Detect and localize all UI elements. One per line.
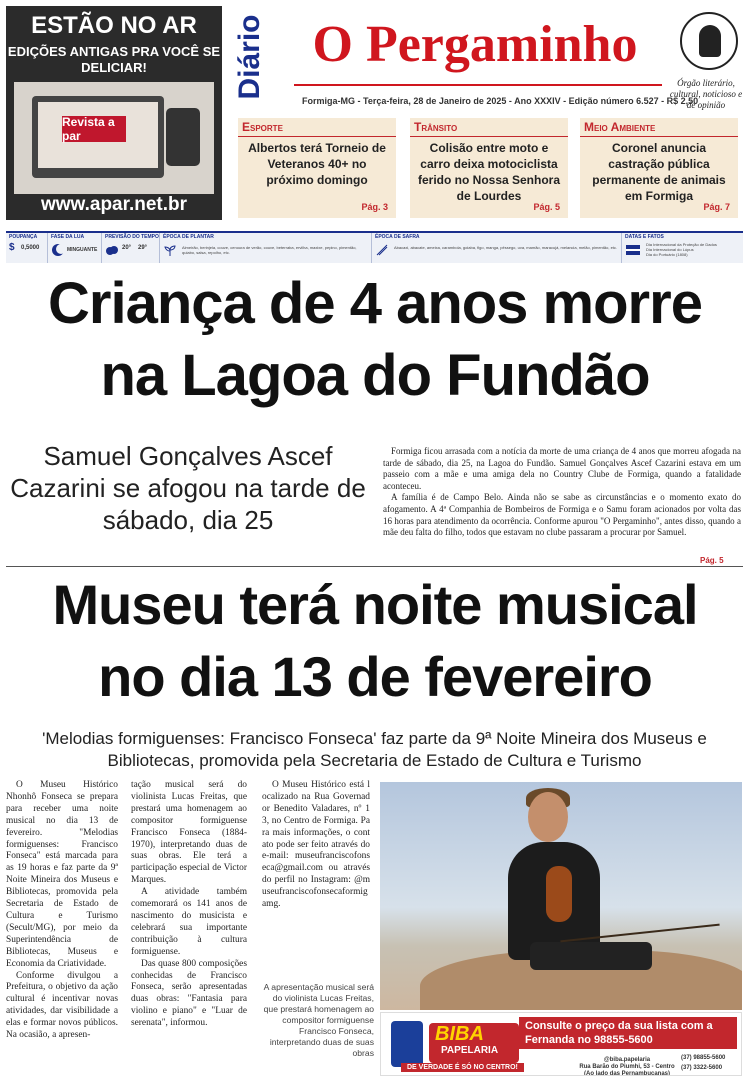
phone-icon <box>166 108 200 166</box>
silhouette-logo-icon <box>680 12 738 70</box>
story2-headline-line1[interactable]: Museu terá noite musical <box>52 573 698 636</box>
story1-subheadline: Samuel Gonçalves Ascef Cazarini se afogou na tarde de sábado, dia 25 <box>10 441 366 535</box>
story2-column2: tação musical será do violinista Lucas Freitas, que prestará uma homenagem ao compositor formiguense Francisco Fonseca (1884-1970), interpretando duas de suas obras. Ele terá a participação especial de Victor Marques. A atividade também comemorará os 141 anos de nascimento do musicista e celebrará sua importante contribuição à cultura formiguense. Das quase 800 composições conhecidas de Francisco Fonseca, serão apresentadas duas obras: "Fantasia para violino e piano" e "Luar de serenata", informou. <box>131 780 247 1029</box>
story1-headline-line2[interactable]: na Lagoa do Fundão <box>100 343 650 408</box>
teaser-text: Colisão entre moto e carro deixa motociclista ferido no Nossa Senhora de Lourdes <box>417 141 561 203</box>
moon-icon <box>51 243 65 257</box>
ad-headline: ESTÃO NO AR <box>31 12 197 39</box>
plant-icon <box>163 243 177 257</box>
tempo-cell: PREVISÃO DO TEMPO 20° 29° <box>102 233 160 263</box>
story1-body: Formiga ficou arrasada com a notícia da morte de uma criança de 4 anos que morreu afogada na tarde de sábado, dia 25, na Lagoa do Fundão. Samuel Gonçalves Ascef Cazarini estava em um passeio com a mãe e uma amiga dela no Country Clube de Formiga, quando a fatalidade aconteceu. A família é de Campo Belo. Ainda não se sabe as circunstâncias e o momento exato do afogamento. A 4ª Companhia de Bombeiros de Formiga e o Samu foram acionados por volta das 16 horas para atendimento da ocorrência. Conforme apurou "O Pergaminho", antes disso, quando a mãe deu falta do filho, todos que estavam no clube passaram a procurar por Samuel. <box>383 446 741 538</box>
teaser-transito[interactable] <box>410 118 568 218</box>
cloud-icon <box>105 243 119 257</box>
ad-laptop-image <box>14 82 214 194</box>
biba-social: @biba.papelaria <box>603 1057 651 1063</box>
teaser-page: Pág. 3 <box>361 202 388 212</box>
bag-icon <box>391 1021 423 1067</box>
info-bar <box>6 231 743 263</box>
biba-phone1: (37) 98855-5600 <box>681 1055 726 1061</box>
story2-column1: O Museu Histórico Nhonhô Fonseca se prepara para receber uma noite musical no dia 13 de fevereiro. "Melodias formiguenses: Francisco Fonseca" está marcada para as 19 horas e faz parte da 9ª Noite Mineira dos Museus e Bibliotecas, promovida pela Secretaria de Estado de Cultura e Turismo (Secult/MG), por meio da Superintendência de Bibliotecas, Museus e Economia da Criatividade. Conforme divulgou a Prefeitura, o objetivo da ação cultural é incentivar novas atividades, dar visibilidade a elas e formar novos públicos. Na ocasião, a apresen- <box>6 780 118 1041</box>
poupanca-cell: POUPANÇA $ 0,5000 <box>6 233 48 263</box>
teaser-page: Pág. 5 <box>533 202 560 212</box>
dollar-icon: $ <box>9 242 15 253</box>
apar-ad[interactable] <box>6 6 222 220</box>
photo-caption: A apresentação musical será do violinista Lucas Freitas, que prestará homenagem ao compositor formiguense Francisco Fonseca, interpretando duas de suas obras <box>263 982 374 1058</box>
masthead-divider <box>294 84 662 86</box>
teaser-text: Coronel anuncia castração pública permanente de animais em Formiga <box>592 141 726 203</box>
edition-line: Formiga-MG - Terça-feira, 28 de Janeiro de 2025 - Ano XXXIV - Edição número 6.527 - R$ 2,50 <box>302 96 699 106</box>
harvest-icon <box>375 243 389 257</box>
biba-address: Rua Barão do Piumhi, 53 - Centro (Ao lado das Pernambucanas) <box>579 1064 675 1076</box>
tagline: Órgão literário, cultural, noticioso e de opinião <box>669 78 743 110</box>
ad-subheadline: EDIÇÕES ANTIGAS PRA VOCÊ SE DELICIAR! <box>7 44 221 75</box>
datas-cell: DATAS E FATOS Dia Internacional da Proteção de Dados Dia Internacional do Lúpus Dia do Portuário (1808) <box>625 234 717 257</box>
biba-cta: Consulte o preço da sua lista com a Fernanda no 98855-5600 <box>519 1017 737 1049</box>
biba-logo: BIBA <box>435 1023 484 1045</box>
story1-page-ref: Pág. 5 <box>700 556 724 565</box>
violinist-photo <box>380 782 742 1010</box>
flag-icon <box>625 243 641 257</box>
violin-icon <box>546 866 572 922</box>
teaser-section: Meio Ambiente <box>584 120 656 134</box>
story2-subheadline: 'Melodias formiguenses: Francisco Fonseca' faz parte da 9ª Noite Mineira dos Museus e Bibliotecas, promovida pela Secretaria de Estado de Cultura e Turismo <box>42 729 707 770</box>
biba-sub: PAPELARIA <box>441 1045 499 1056</box>
story1-headline-line1[interactable]: Criança de 4 anos morre <box>48 271 702 336</box>
safra-cell: ÉPOCA DE SAFRA Abacaxi, abacate, ameixa, carambola, goiaba, figo, manga, pêssego, uva, mamão, maracujá, melancia, melão, pimentão, etc. <box>372 233 622 263</box>
teaser-page: Pág. 7 <box>703 202 730 212</box>
laptop-icon <box>32 96 164 178</box>
teaser-meio-ambiente[interactable] <box>580 118 738 218</box>
biba-slogan: DE VERDADE É SÓ NO CENTRO! <box>401 1063 524 1072</box>
biba-ad[interactable] <box>380 1012 742 1076</box>
teaser-esporte[interactable] <box>238 118 396 218</box>
section-divider <box>6 566 743 567</box>
teaser-section: Esporte <box>242 120 283 134</box>
plantar-cell: ÉPOCA DE PLANTAR Almeirão, berinjela, couve, cenoura de verão, couve, beterraba, ervilha, maxixe, pepino, pimentão, quiabo, salsa, repolho, etc. <box>160 233 372 263</box>
newspaper-title: O Pergaminho <box>312 16 638 73</box>
teaser-text: Albertos terá Torneio de Veteranos 40+ no próximo domingo <box>248 141 386 187</box>
teaser-section: Trânsito <box>414 120 458 134</box>
diario-label: Diário <box>233 14 266 100</box>
magazine-logo: Revista a par <box>62 116 126 142</box>
biba-phone2: (37) 3322-5600 <box>681 1065 723 1071</box>
story2-headline-line2[interactable]: no dia 13 de fevereiro <box>98 645 652 708</box>
story2-column3: O Museu Histórico está localizado na Rua Governador Benedito Valadares, nº 13, no Centro de Formiga. Para mais informações, o contato pode ser feito através do e-mail: museufranciscofonseca@gmail.com ou através do perfil no Instagram: @museufranciscofonsecaformigamg. <box>262 780 370 910</box>
ad-url[interactable]: www.apar.net.br <box>40 194 188 215</box>
lua-cell: FASE DA LUA MINGUANTE <box>48 233 102 263</box>
